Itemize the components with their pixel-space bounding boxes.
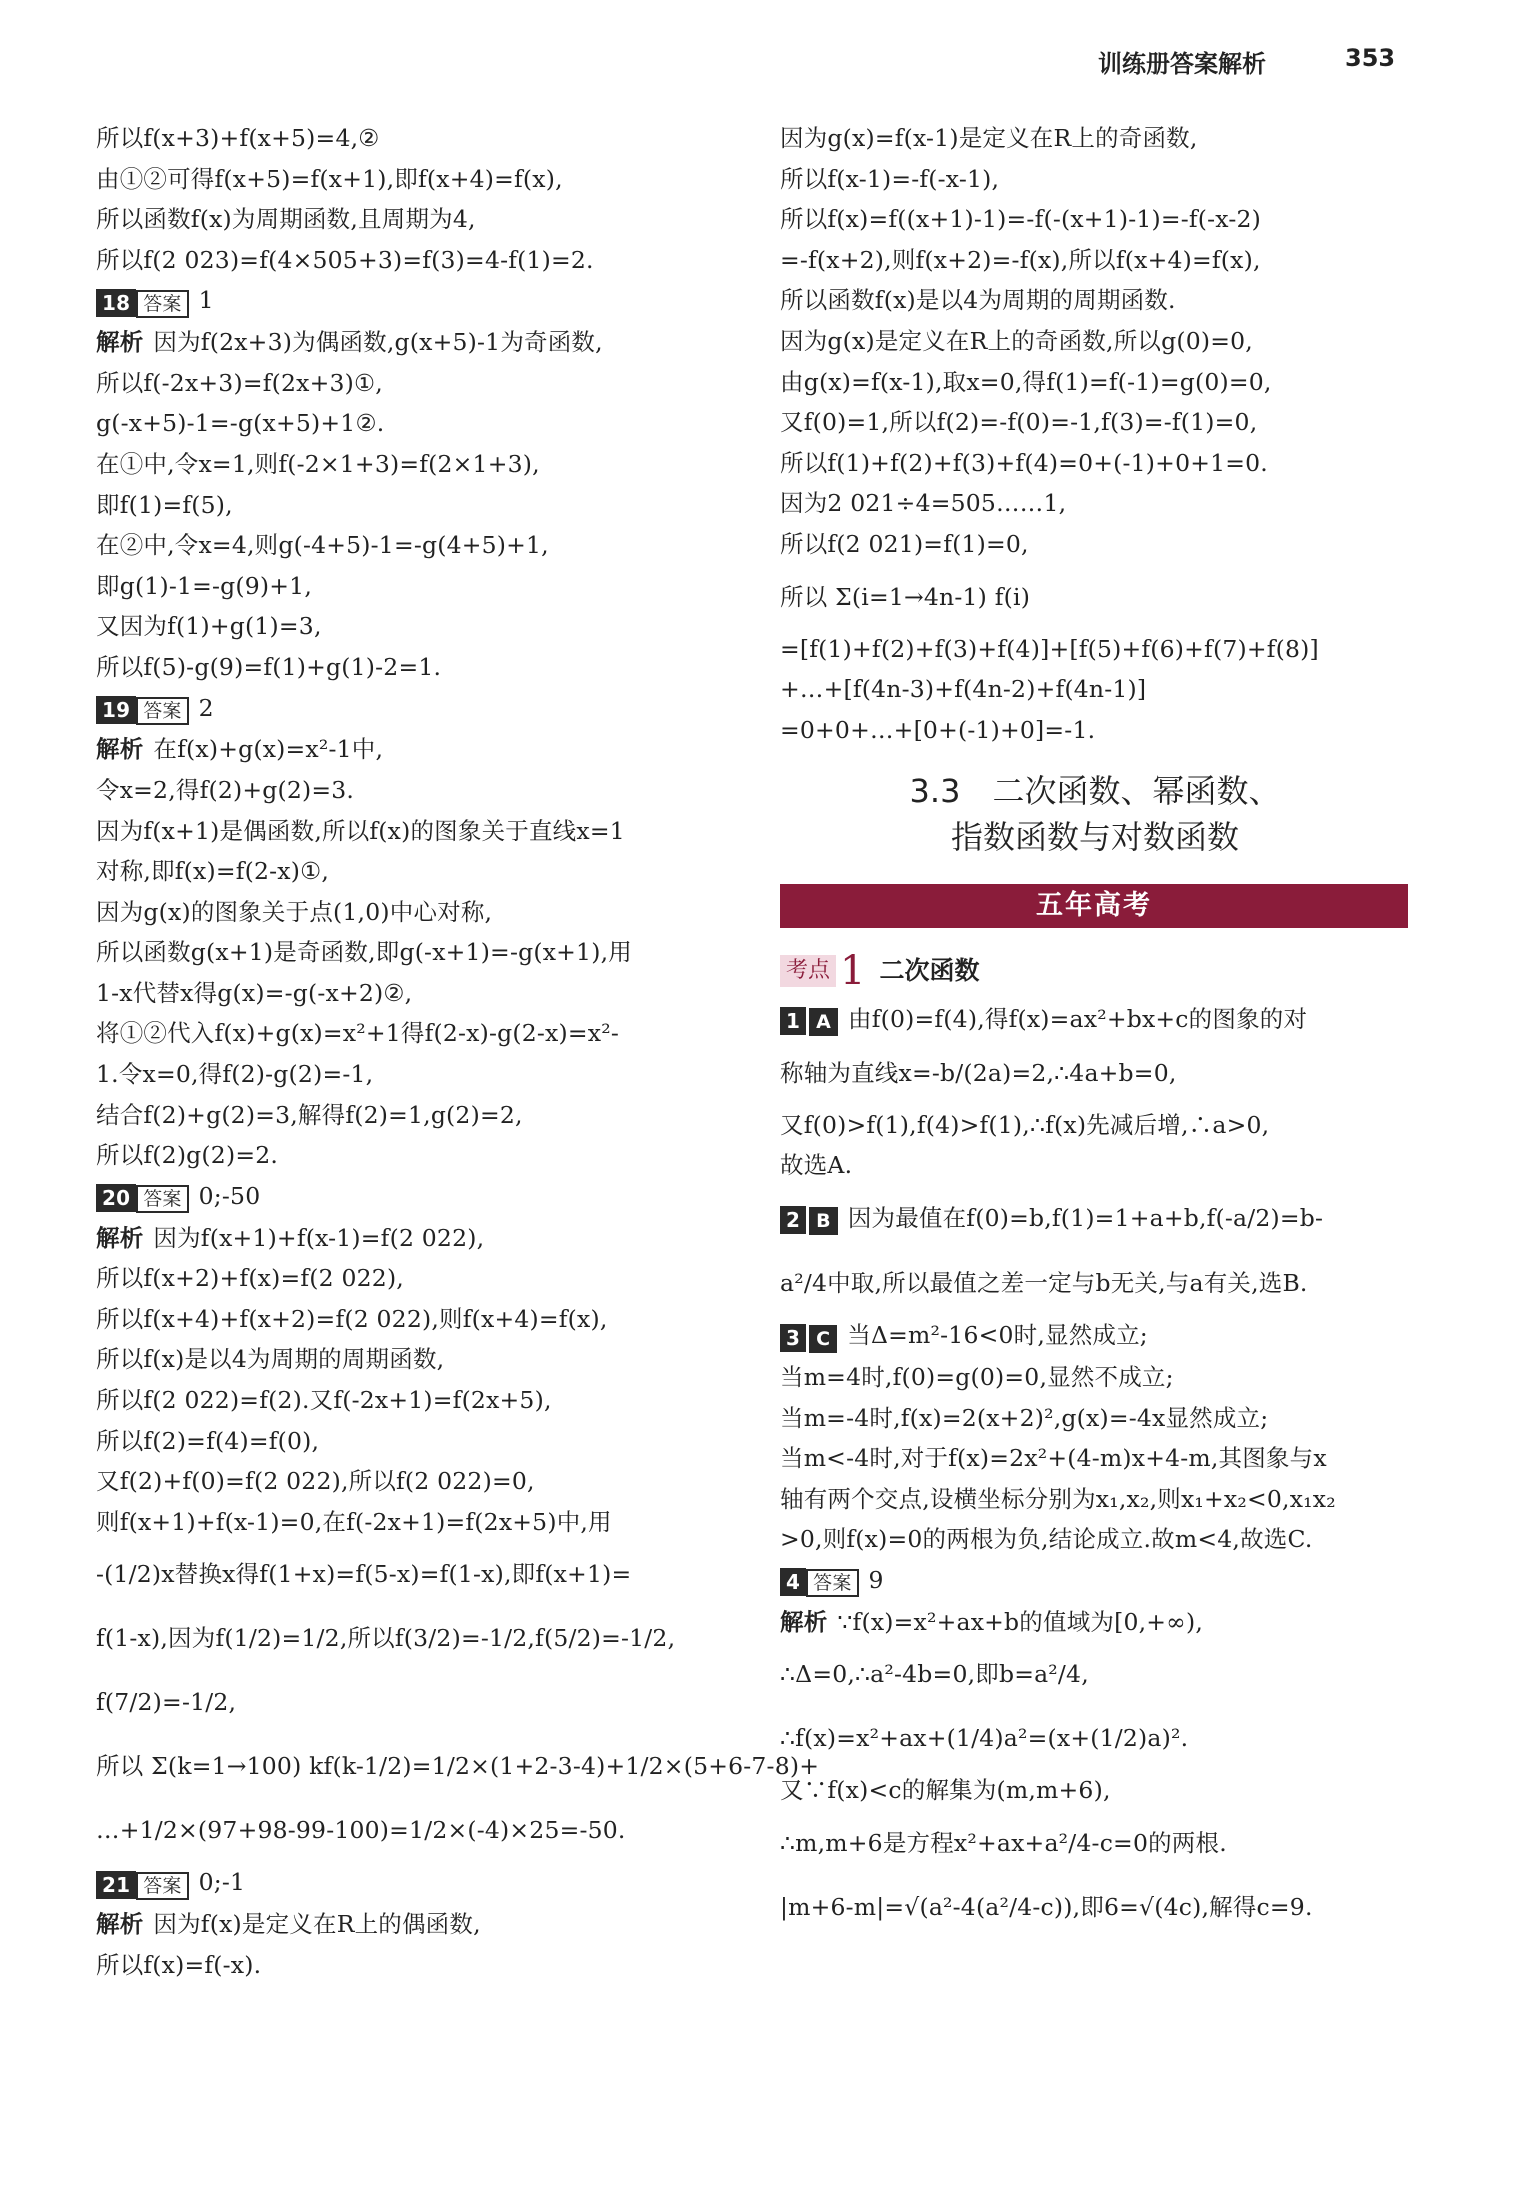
text-line: 又f(0)=1,所以f(2)=-f(0)=-1,f(3)=-f(1)=0,: [780, 408, 1258, 437]
text-line: 在②中,令x=4,则g(-4+5)-1=-g(4+5)+1,: [96, 531, 549, 560]
text-line: >0,则f(x)=0的两根为负,结论成立.故m<4,故选C.: [780, 1525, 1313, 1554]
p2-line: [780, 1186, 1410, 1252]
text-line: 又f(2)+f(0)=f(2 022),所以f(2 022)=0,: [96, 1467, 535, 1496]
jiexi-label: 解析: [780, 1607, 828, 1636]
text-line: =0+0+…+[0+(-1)+0]=-1.: [780, 715, 1096, 744]
q20-jiexi-line: [96, 1218, 736, 1259]
text-line: 又∵f(x)<c的解集为(m,m+6),: [780, 1776, 1111, 1805]
q19-tag: [96, 689, 189, 730]
text-line: =[f(1)+f(2)+f(3)+f(4)]+[f(5)+f(6)+f(7)+f(8)]: [780, 634, 1319, 663]
q19-answer-line: [96, 688, 736, 730]
text-line: 即g(1)-1=-g(9)+1,: [96, 571, 312, 600]
answer-value: 1: [198, 286, 214, 315]
question-number: 20: [96, 1184, 136, 1212]
text: 由f(0)=f(4),得f(x)=ax²+bx+c的图象的对: [848, 1004, 1308, 1033]
kaodian-heading: [780, 942, 1410, 999]
text-line: 又f(0)>f(1),f(4)>f(1),∴f(x)先减后增,∴a>0,: [780, 1110, 1270, 1139]
text-line: 令x=2,得f(2)+g(2)=3.: [96, 775, 355, 804]
kaodian-number: 1: [840, 947, 866, 994]
text-line: 因为g(x)的图象关于点(1,0)中心对称,: [96, 897, 493, 926]
p2-tag: [780, 1187, 838, 1251]
text-line: 1-x代替x得g(x)=-g(-x+2)②,: [96, 978, 413, 1007]
text: 在f(x)+g(x)=x²-1中,: [153, 735, 384, 764]
header-title: 训练册答案解析: [1098, 50, 1266, 78]
text-line: 轴有两个交点,设横坐标分别为x₁,x₂,则x₁+x₂<0,x₁x₂: [780, 1484, 1336, 1513]
answer-value: 9: [868, 1566, 884, 1595]
text-line: 对称,即f(x)=f(2-x)①,: [96, 857, 330, 886]
text-line: 所以f(2)=f(4)=f(0),: [96, 1426, 320, 1455]
p4-tag: [780, 1561, 859, 1602]
question-number: 4: [780, 1568, 806, 1596]
text-line: 所以f(2)g(2)=2.: [96, 1141, 279, 1170]
kaodian-label: 考点: [780, 955, 836, 987]
section-title: 3.3 二次函数、幂函数、: [909, 772, 1281, 811]
formula-line: f(7/2)=-1/2,: [96, 1688, 237, 1717]
jiexi-label: 解析: [96, 1223, 144, 1252]
text: ∵f(x)=x²+ax+b的值域为[0,+∞),: [837, 1607, 1203, 1636]
text-line: 所以f(2 021)=f(1)=0,: [780, 529, 1029, 558]
text-line: g(-x+5)-1=-g(x+5)+1②.: [96, 409, 385, 438]
text-line: 所以f(-2x+3)=f(2x+3)①,: [96, 368, 383, 397]
p1-line: [780, 999, 1410, 1041]
sum-line: 所以 Σ(i=1→4n-1) f(i): [780, 582, 1031, 611]
text: 因为f(2x+3)为偶函数,g(x+5)-1为奇函数,: [153, 328, 603, 357]
q18-tag: [96, 282, 189, 323]
kaodian-name: 二次函数: [879, 955, 980, 985]
text-line: 因为2 021÷4=505……1,: [780, 489, 1067, 518]
answer-label: 答案: [136, 697, 188, 725]
jiexi-label: 解析: [96, 328, 144, 357]
q21-jiexi-line: [96, 1904, 736, 1945]
text-line: 所以函数f(x)为周期函数,且周期为4,: [96, 205, 476, 234]
formula-line: |m+6-m|=√(a²-4(a²/4-c)),即6=√(4c),解得c=9.: [780, 1893, 1313, 1922]
choice-letter: A: [809, 1008, 838, 1036]
text-line: 所以f(x)=f((x+1)-1)=-f(-(x+1)-1)=-f(-x-2): [780, 205, 1262, 234]
text-line: 故选A.: [780, 1151, 853, 1180]
p3-tag: [780, 1317, 837, 1358]
text-line: 因为f(x+1)是偶函数,所以f(x)的图象关于直线x=1: [96, 816, 625, 845]
text-line: 所以f(2 023)=f(4×505+3)=f(3)=4-f(1)=2.: [96, 245, 594, 274]
text-line: 所以f(x+3)+f(x+5)=4,②: [96, 124, 380, 152]
text-line: 即f(1)=f(5),: [96, 490, 233, 519]
text-line: 因为g(x)=f(x-1)是定义在R上的奇函数,: [780, 124, 1198, 152]
text-line: +…+[f(4n-3)+f(4n-2)+f(4n-1)]: [780, 675, 1147, 704]
q18-jiexi-line: [96, 322, 736, 363]
q21-answer-line: [96, 1862, 736, 1904]
text-line: 由g(x)=f(x-1),取x=0,得f(1)=f(-1)=g(0)=0,: [780, 367, 1272, 396]
formula-line: 所以 Σ(k=1→100) kf(k-1/2)=1/2×(1+2-3-4)+1/2×(5+6-7-8)+: [96, 1752, 820, 1781]
text-line: 当m=4时,f(0)=g(0)=0,显然不成立;: [780, 1363, 1174, 1392]
text: 因为f(x+1)+f(x-1)=f(2 022),: [153, 1223, 485, 1252]
question-number: 2: [780, 1206, 806, 1234]
question-number: 18: [96, 289, 136, 317]
question-number: 3: [780, 1324, 806, 1352]
p1-tag: [780, 1000, 838, 1041]
q18-answer-line: [96, 280, 736, 322]
q20-tag: [96, 1177, 189, 1218]
answer-label: 答案: [806, 1569, 858, 1597]
question-number: 21: [96, 1871, 136, 1899]
choice-letter: C: [809, 1325, 837, 1353]
answer-label: 答案: [136, 290, 188, 318]
text-line: 所以f(x-1)=-f(-x-1),: [780, 164, 1000, 193]
text-line: 将①②代入f(x)+g(x)=x²+1得f(2-x)-g(2-x)=x²-: [96, 1019, 619, 1048]
answer-value: 0;-50: [198, 1181, 261, 1210]
text-line: 因为g(x)是定义在R上的奇函数,所以g(0)=0,: [780, 326, 1253, 355]
formula-line: -(1/2)x替换x得f(1+x)=f(5-x)=f(1-x),即f(x+1)=: [96, 1560, 632, 1589]
page-number: 353: [1345, 44, 1396, 72]
q19-jiexi-line: [96, 729, 736, 770]
text-line: =-f(x+2),则f(x+2)=-f(x),所以f(x+4)=f(x),: [780, 245, 1261, 274]
text-line: 所以f(x)=f(-x).: [96, 1950, 262, 1979]
text-line: 又因为f(1)+g(1)=3,: [96, 612, 322, 641]
p3-line: [780, 1315, 1410, 1357]
text-line: 所以函数f(x)是以4为周期的周期函数.: [780, 286, 1176, 315]
text-line: 当m<-4时,对于f(x)=2x²+(4-m)x+4-m,其图象与x: [780, 1444, 1327, 1473]
text-line: 由①②可得f(x+5)=f(x+1),即f(x+4)=f(x),: [96, 164, 563, 193]
q20-answer-line: [96, 1176, 736, 1218]
jiexi-label: 解析: [96, 1910, 144, 1939]
section-subtitle: 指数函数与对数函数: [950, 818, 1239, 857]
text: 因为最值在f(0)=b,f(1)=1+a+b,f(-a/2)=b-: [847, 1203, 1324, 1232]
answer-value: 2: [198, 693, 214, 722]
text-line: 所以f(x+2)+f(x)=f(2 022),: [96, 1264, 404, 1293]
text: 因为f(x)是定义在R上的偶函数,: [153, 1910, 481, 1939]
formula-line: ∴Δ=0,∴a²-4b=0,即b=a²/4,: [780, 1660, 1089, 1689]
text: 当Δ=m²-16<0时,显然成立;: [847, 1321, 1148, 1350]
right-column: [780, 118, 1410, 1939]
text-line: 在①中,令x=1,则f(-2×1+3)=f(2×1+3),: [96, 449, 540, 478]
text-line: 当m=-4时,f(x)=2(x+2)²,g(x)=-4x显然成立;: [780, 1403, 1269, 1432]
text-line: 所以f(2 022)=f(2).又f(-2x+1)=f(2x+5),: [96, 1386, 552, 1415]
question-number: 19: [96, 696, 136, 724]
p4-jiexi-line: [780, 1602, 1410, 1643]
formula-line: …+1/2×(97+98-99-100)=1/2×(-4)×25=-50.: [96, 1816, 626, 1845]
answer-label: 答案: [136, 1872, 188, 1900]
text-line: 所以函数g(x+1)是奇函数,即g(-x+1)=-g(x+1),用: [96, 938, 632, 967]
text-line: 所以f(x+4)+f(x+2)=f(2 022),则f(x+4)=f(x),: [96, 1304, 608, 1333]
formula-line: 称轴为直线x=-b/(2a)=2,∴4a+b=0,: [780, 1058, 1177, 1087]
text-line: 所以f(x)是以4为周期的周期函数,: [96, 1345, 445, 1374]
q21-tag: [96, 1864, 189, 1905]
section-banner: 五年高考: [780, 884, 1408, 928]
text-line: 1.令x=0,得f(2)-g(2)=-1,: [96, 1060, 374, 1089]
jiexi-label: 解析: [96, 735, 144, 764]
formula-line: f(1-x),因为f(1/2)=1/2,所以f(3/2)=-1/2,f(5/2)=-1/2,: [96, 1624, 676, 1653]
choice-letter: B: [809, 1207, 838, 1235]
text-line: 所以f(5)-g(9)=f(1)+g(1)-2=1.: [96, 652, 442, 681]
formula-line: a²/4中取,所以最值之差一定与b无关,与a有关,选B.: [780, 1269, 1308, 1298]
p4-answer-line: [780, 1560, 1410, 1602]
text-line: 所以f(1)+f(2)+f(3)+f(4)=0+(-1)+0+1=0.: [780, 448, 1268, 477]
formula-line: ∴f(x)=x²+ax+(1/4)a²=(x+(1/2)a)².: [780, 1724, 1189, 1753]
text-line: 结合f(2)+g(2)=3,解得f(2)=1,g(2)=2,: [96, 1100, 523, 1129]
question-number: 1: [780, 1007, 806, 1035]
page-header: [0, 42, 1522, 82]
answer-label: 答案: [136, 1185, 188, 1213]
text-line: 则f(x+1)+f(x-1)=0,在f(-2x+1)=f(2x+5)中,用: [96, 1507, 612, 1536]
formula-line: ∴m,m+6是方程x²+ax+a²/4-c=0的两根.: [780, 1829, 1227, 1858]
answer-value: 0;-1: [198, 1868, 246, 1897]
